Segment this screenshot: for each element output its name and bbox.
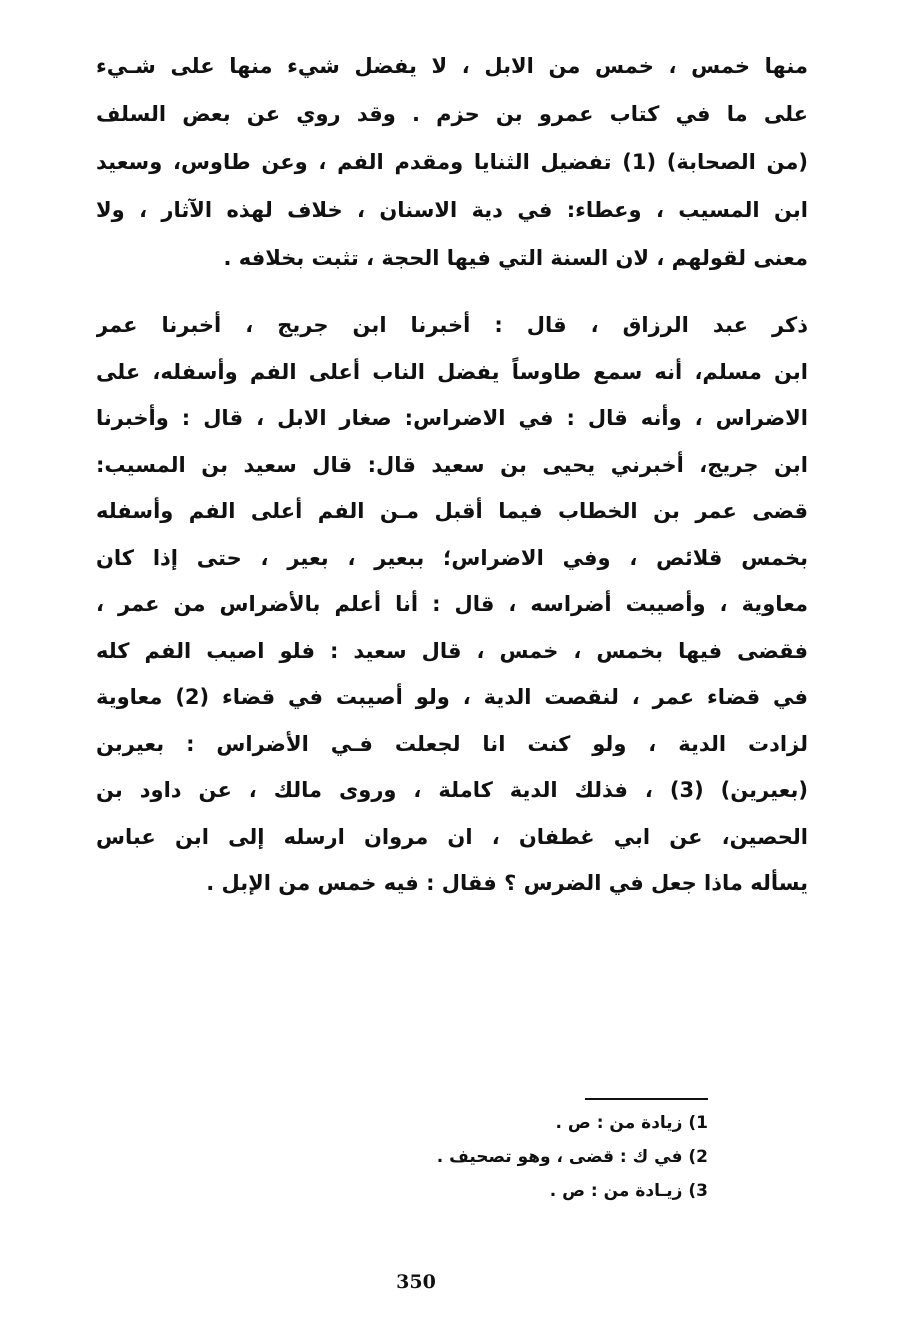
text-line: قضى عمر بن الخطاب فيما أقبل مـن الفم أعلى الفم وأسفله [96, 499, 808, 523]
text-line: يسأله ماذا جعل في الضرس ؟ فقال : فيه خمس من الإبل . [206, 871, 808, 895]
page-number: 350 [396, 1271, 436, 1293]
text-line: منها خمس ، خمس من الابل ، لا يفضل شيء منها على شـيء [96, 54, 808, 78]
footnote-2: 2) في ك : قضى ، وهو تصحيف . [436, 1147, 708, 1167]
text-line: ذكر عبد الرزاق ، قال : أخبرنا ابن جريج ، أخبرنا عمر [96, 313, 808, 337]
text-line: (بعيرين) (3) ، فذلك الدية كاملة ، وروى مالك ، عن داود بن [96, 778, 808, 802]
text-line: في قضاء عمر ، لنقصت الدية ، ولو أصيبت في قضاء (2) معاوية [96, 685, 808, 709]
footnote-divider [585, 1098, 708, 1100]
paragraph-1 [96, 42, 808, 282]
footnote-3: 3) زيـادة من : ص . [549, 1181, 708, 1201]
text-line: الحصين، عن ابي غطفان ، ان مروان ارسله إلى ابن عباس [96, 824, 808, 849]
text-line: بخمس قلائص ، وفي الاضراس؛ ببعير ، بعير ، حتى إذا كان [96, 545, 808, 570]
text-line: معاوية ، وأصيبت أضراسه ، قال : أنا أعلم بالأضراس من عمر ، [96, 592, 808, 616]
footnote-1: 1) زيادة من : ص . [555, 1113, 708, 1133]
text-line: ابن جريج، أخبرني يحيى بن سعيد قال: قال سعيد بن المسيب: [96, 452, 808, 477]
text-line: الاضراس ، وأنه قال : في الاضراس: صغار الابل ، قال : وأخبرنا [96, 406, 808, 430]
text-line: معنى لقولهم ، لان السنة التي فيها الحجة ، تثبت بخلافه . [223, 246, 808, 270]
text-line: (من الصحابة) (1) تفضيل الثنايا ومقدم الفم ، وعن طاوس، وسعيد [96, 150, 808, 174]
text-line: ابن المسيب ، وعطاء: في دية الاسنان ، خلاف لهذه الآثار ، ولا [96, 198, 808, 222]
text-line: على ما في كتاب عمرو بن حزم . وقد روي عن بعض السلف [96, 102, 808, 126]
text-line: ابن مسلم، أنه سمع طاوساً يفضل الناب أعلى الفم وأسفله، على [96, 359, 808, 384]
text-line: فقضى فيها بخمس ، خمس ، قال سعيد : فلو اصيب الفم كله [96, 638, 808, 663]
footnotes [300, 1106, 708, 1208]
text-line: لزادت الدية ، ولو كنت انا لجعلت فـي الأضراس : بعيربن [96, 731, 808, 756]
paragraph-2 [96, 302, 808, 907]
